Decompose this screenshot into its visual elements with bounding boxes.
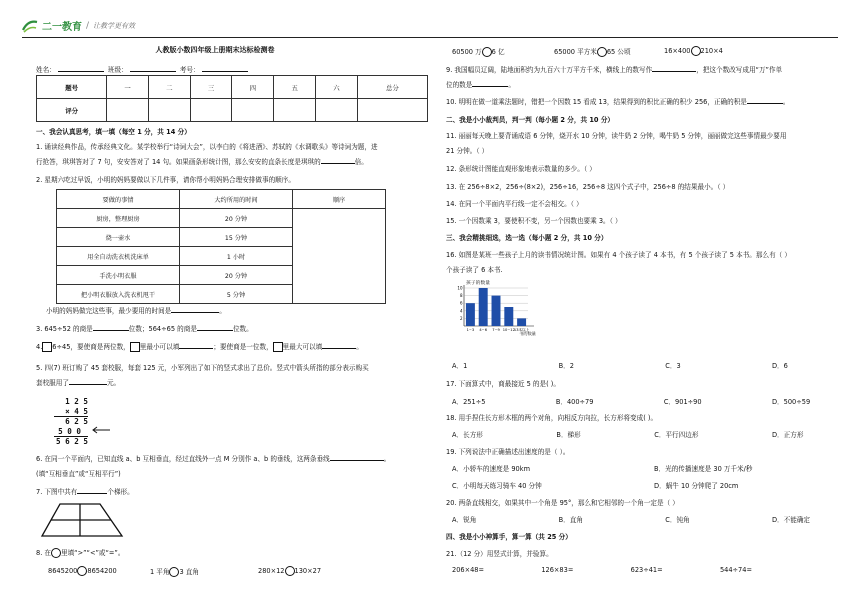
q7-text: 7. 下图中共有 [36,488,78,496]
option-b[interactable]: B．400÷79 [555,398,594,406]
q1-text: 行抢答，琪琪答对了 7 句，安安答对了 14 句。如果画条形统计图，那么安安的直条长度是琪琪的 [36,158,321,166]
q18-options [452,429,832,439]
compare-circle[interactable] [51,548,61,558]
mult-row: 1 2 5 [65,397,88,406]
chart-title: 孩子的数量 [466,281,490,286]
q11-line2: 21 分钟。（ ） [446,147,489,155]
q9-blank2[interactable] [472,80,508,87]
compare-circle[interactable] [169,567,179,577]
chore-time: 5 分钟 [180,285,293,304]
q6-blank[interactable] [330,454,384,461]
chore-time: 20 分钟 [180,266,293,285]
q9-text3: 位的数是 [446,81,473,89]
chore-time: 20 分钟 [180,209,293,228]
q8-right: 3 直角 [179,568,199,576]
calc-problem[interactable]: 126×83= [541,566,574,574]
q6-text: 6. 在同一个平面内，已知直线 a、b 互相垂直，经过直线外一点 M 分别作 a、b 的垂线，这两条垂线 [36,455,330,463]
chore-task: 手洗小明衣服 [57,266,180,285]
bar [492,296,501,326]
option-b[interactable]: B．直角 [558,516,583,524]
q14: 14. 在同一个平面内平行线一定不会相交。（ ） [446,200,583,208]
q1-blank[interactable] [321,157,355,164]
option-b[interactable]: B．光的传播速度是 30 万千米/秒 [654,465,753,473]
header-rule [22,37,838,38]
x-tick-label: 4~6 [479,328,487,332]
q6-suffix: 。 [383,455,391,463]
compare-circle[interactable] [77,566,87,576]
x-tick-label: 1~3 [466,328,475,332]
score-cell[interactable] [357,99,427,122]
name-label: 姓名： [36,66,56,74]
section-2-heading: 二、我是小小裁判员，判一判（每小题 2 分，共 10 分） [446,116,615,124]
compare-circle[interactable] [482,47,492,57]
q3-blank2[interactable] [197,324,233,331]
score-header: 五 [274,76,316,99]
compare-circle[interactable] [285,566,295,576]
q9-text2: ，把这个数改写成用“万”作单 [696,66,783,74]
compare-circle[interactable] [597,47,607,57]
section-4-heading: 四、我是小小神算手，算一算（共 25 分） [446,533,572,541]
q3-blank1[interactable] [93,324,129,331]
q17-options [452,396,832,406]
mult-row: 6 2 5 [54,416,88,427]
chores-header: 顺序 [293,190,386,209]
option-d[interactable]: D．不能确定 [771,516,811,524]
option-d[interactable]: D．6 [771,362,788,370]
vertical-multiplication [54,397,88,447]
q5-line1: 5. 四(7) 班订购了 45 套校服，每套 125 元，小军列出了如下的竖式求出了总价。竖式中箭头所指的部分表示购买 [36,364,369,372]
q8-right: 130×27 [294,567,322,575]
q4-blank2[interactable] [322,342,356,349]
divider: / [86,20,90,31]
q16-line1: 16. 如图是某班一些孩子上月的读书情况统计图。如果有 4 个孩子读了 4 本书，有 5 个孩子读了 5 本书。那么有（ ） [446,251,791,259]
q8-left: 8645200 [48,567,78,575]
q7-suffix: 个梯形。 [107,488,134,496]
option-c[interactable]: C．钝角 [665,516,690,524]
name-field[interactable] [58,65,104,72]
q1-line2 [36,156,368,166]
chores-table [56,189,386,304]
mult-row: × 4 5 [65,406,88,416]
q8-text: 8. 在 [36,549,51,557]
chart-xlabel: 书的数量 [519,331,536,336]
q3 [36,323,253,333]
q8-right: 65 公顷 [606,48,631,56]
x-tick-label: 7~9 [492,328,500,332]
q4-text3: ；要使商是一位数， [213,343,273,351]
reading-bar-chart [452,278,542,338]
option-d[interactable]: D．蜗牛 10 分钟爬了 20cm [654,482,739,490]
option-a[interactable]: A．1 [452,362,468,370]
q2-answer-line [46,305,226,315]
chore-task: 用全自动洗衣机洗床单 [57,247,180,266]
q4-box[interactable] [273,342,283,352]
order-cell[interactable] [293,209,386,304]
bar [517,318,526,326]
q6-line2: (填“互相垂直”或“互相平行”) [36,470,121,478]
q8-left: 1 平角 [150,568,170,576]
mult-row: 5 0 0 [58,426,81,436]
option-d[interactable]: D．500÷59 [771,398,811,406]
score-cell[interactable] [107,99,149,122]
bar [479,288,488,326]
q5-suffix: 元。 [106,379,121,387]
q8-right: 8654200 [87,567,117,575]
q9-text: 9. 我国幅员辽阔，陆地面积约为九百六十万平方千米，横线上的数写作 [446,66,653,74]
q8-text2: 里填“>”“<”或“=”。 [60,549,125,557]
student-info [36,64,250,74]
score-header: 三 [190,76,232,99]
option-b[interactable]: B．2 [558,362,574,370]
q10 [446,96,790,106]
x-tick-label: 10~12 [502,328,515,332]
q4-box[interactable] [130,342,140,352]
calc-problem[interactable]: 206×48= [452,566,485,574]
option-c[interactable]: C．平行四边形 [654,431,699,439]
score-header: 二 [148,76,190,99]
exam-no-label: 考号： [179,66,200,74]
section-3-heading: 三、我会精挑细选，选一选（每小题 2 分，共 10 分） [446,234,608,242]
q8-right: 210×4 [700,47,723,55]
q7 [36,486,134,496]
q17: 17. 下面算式中，商最接近 5 的是( )。 [446,380,560,388]
q12: 12. 条形统计图能直观形象地表示数量的多少。（ ） [446,165,596,173]
q10-suffix: 。 [782,98,790,106]
q9-line1 [446,64,782,74]
logo-icon [22,19,38,33]
q8-left: 16×400 [664,47,691,55]
q21: 21.（12 分）用竖式计算，并验算。 [446,550,553,558]
q4-text4: 里最大可以填 [282,343,323,351]
q4-blank1[interactable] [179,342,213,349]
site-header [22,18,135,33]
option-a[interactable]: A．251÷5 [452,398,486,406]
q13: 13. 在 256÷8×2，256÷(8×2)，256÷16，256÷8 这四个式子中，256÷8 的结果最小。（ ） [446,183,730,191]
calc-problem[interactable]: 544÷74= [719,566,752,574]
score-cell[interactable] [274,99,316,122]
bar [466,303,475,326]
class-field[interactable] [130,65,176,72]
q4-num: 4. [36,343,43,351]
compare-circle[interactable] [691,46,701,56]
q10-text: 10. 明明在做一道乘法题时，错把一个因数 15 看成 13，结果得到的积比正确的积少 256，正确的积是 [446,98,747,106]
q9-blank1[interactable] [652,65,696,72]
q8-item [664,46,723,56]
q21-problems [452,566,752,574]
y-tick-label: 10 [457,285,463,291]
q3-suffix: 位数。 [232,325,253,333]
bar [504,307,513,326]
score-row-label: 评分 [37,99,107,122]
q8 [36,547,124,558]
q20-options [452,514,832,524]
q2-suffix: 。 [219,307,226,315]
score-cell[interactable] [316,99,358,122]
q4 [36,341,363,352]
q4-suffix: 。 [356,343,363,351]
y-tick-label: 6 [459,300,463,306]
q2-text: 2. 星期六吃过早饭，小明的妈妈要做以下几件事，请你帮小明妈妈合理安排做事的顺序。 [36,176,295,184]
score-header: 题号 [37,76,107,99]
arrow-icon [90,425,112,435]
chore-task: 厨房，整理厨房 [57,209,180,228]
option-c[interactable]: C．小明每天练习骑车 40 分钟 [452,482,542,490]
q16-line2: 个孩子读了 6 本书. [446,266,503,274]
q7-blank[interactable] [77,487,107,494]
q18: 18. 用手捏住长方形木框的两个对角，向相反方向拉，长方形将变成( )。 [446,414,658,422]
mult-row: 5 6 2 5 [55,437,88,446]
q8-item [150,566,199,577]
q4-text2: 里最小可以填 [139,343,180,351]
option-a[interactable]: A．锐角 [452,516,477,524]
q5-text: 套校服用了 [36,379,69,387]
score-header: 一 [107,76,149,99]
q3-text2: 位数；564÷65 的商是 [128,325,197,333]
chore-time: 15 分钟 [180,228,293,247]
page-title: 人教版小数四年级上册期末达标检测卷 [155,46,275,54]
score-header: 四 [232,76,274,99]
q2-blank[interactable] [171,306,219,313]
score-header: 六 [316,76,358,99]
q6-line1 [36,453,390,463]
logo-text: 二一教育 [42,22,82,33]
score-header: 总分 [357,76,427,99]
chores-header: 要做的事情 [57,190,180,209]
y-tick-label: 8 [459,293,463,299]
y-tick-label: 2 [459,315,463,321]
q4-box[interactable] [42,342,52,352]
q9-suffix: 。 [508,81,515,89]
q5-blank[interactable] [69,378,107,385]
q4-text: 6÷45，要使商是两位数， [52,343,130,351]
class-label: 班级： [107,66,128,74]
trapezoid-figure [40,502,124,538]
section-1-heading: 一、我会认真思考，填一填（每空 1 分，共 14 分） [36,128,191,136]
q15: 15. 一个因数乘 3，要使积不变，另一个因数也要乘 3。（ ） [446,217,622,225]
chore-task: 烧一壶水 [57,228,180,247]
slogan: 让教学更有效 [93,21,136,30]
y-tick-label: 4 [459,308,463,314]
q19: 19. 下列说法中正确描述出速度的是（ ）。 [446,448,570,456]
q3-text: 3. 645÷52 的商是 [36,325,93,333]
q8-left: 280×12 [258,567,285,575]
option-c[interactable]: C．3 [665,362,681,370]
q2-text2: 小明的妈妈做完这些事，最少要用的时间是 [46,307,172,315]
score-cell[interactable] [148,99,190,122]
q9-line2 [446,79,515,89]
score-cell[interactable] [190,99,232,122]
x-tick-label: 13本以上 [513,328,530,332]
q20: 20. 两条直线相交，如果其中一个角是 95°，那么和它相邻的一个角一定是（ ） [446,499,679,507]
q16-options [452,360,832,370]
q11-line1: 11. 丽丽每天晚上要背诵成语 6 分钟，烧开水 10 分钟，读牛奶 2 分钟，喝牛奶 5 分钟，丽丽做完这些事情最少要用 [446,132,787,140]
q8-item [452,46,505,57]
option-b[interactable]: B．梯形 [556,431,581,439]
q8-item [258,566,321,576]
option-c[interactable]: C．901÷90 [663,398,702,406]
score-cell[interactable] [232,99,274,122]
chores-header: 大约所用的时间 [180,190,293,209]
q5-line2 [36,377,120,387]
option-a[interactable]: A．小轿车的速度是 90km [452,465,530,473]
q8-left: 65000 平方米 [554,48,597,56]
option-a[interactable]: A．长方形 [452,431,483,439]
q1-line1: 1. 诵读经典作品，传承经典文化。某学校举行“诗词大会”，以李白的《将进酒》、苏轼的《水调歌头》等诗词为题，进 [36,143,378,151]
q10-blank[interactable] [747,97,783,104]
calc-problem[interactable]: 623÷41= [630,566,663,574]
chore-time: 1 小时 [180,247,293,266]
score-table [36,75,428,122]
exam-no-field[interactable] [202,65,248,72]
q1-suffix: 倍。 [354,158,368,166]
q8-item [554,46,631,57]
option-d[interactable]: D．正方形 [771,431,804,439]
q8-right: 6 亿 [491,48,505,56]
q8-item [48,566,117,576]
q8-left: 60500 万 [452,48,482,56]
chore-task: 把小明衣服放入洗衣机甩干 [57,285,180,304]
